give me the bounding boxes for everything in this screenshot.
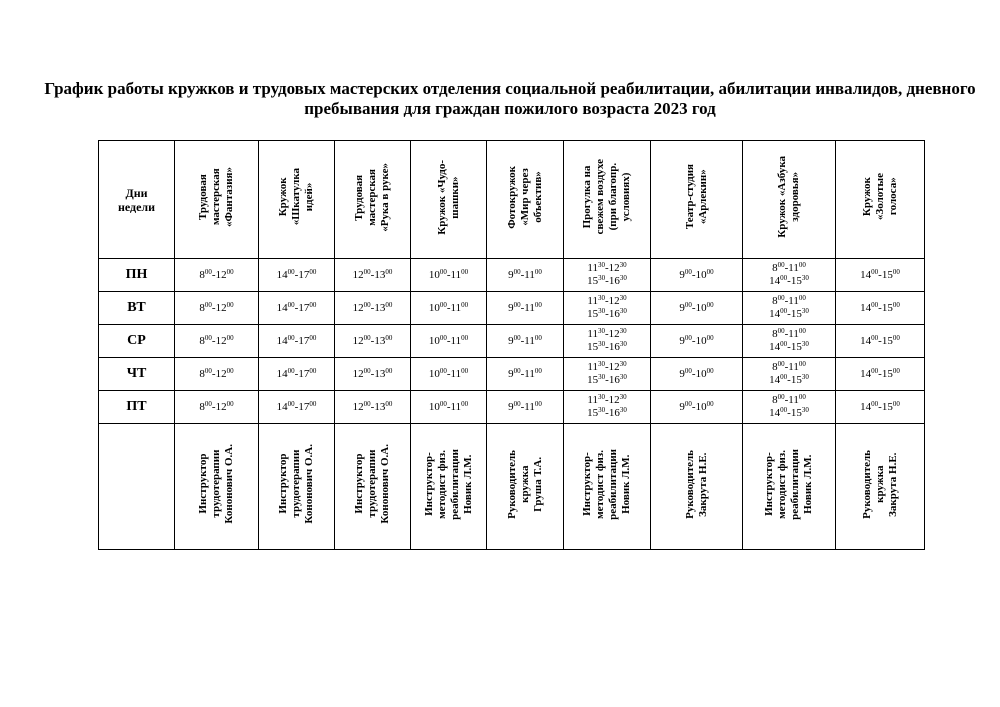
- leader-cell: [411, 424, 487, 550]
- schedule-time-cell: $12^{00}-13^{00}$: [335, 391, 411, 424]
- schedule-time-cell: $8^{00}-11^{00}$ $14^{00}-15^{30}$: [743, 292, 836, 325]
- schedule-time-cell: $11^{30}-12^{30}$ $15^{30}-16^{30}$: [564, 358, 651, 391]
- column-header-cell: [335, 141, 411, 259]
- schedule-time-cell: $14^{00}-15^{00}$: [836, 325, 925, 358]
- day-label: ВТ: [99, 292, 175, 325]
- schedule-time-cell: $9^{00}-11^{00}$: [487, 292, 564, 325]
- header-row: [99, 141, 925, 259]
- column-header-cell: [564, 141, 651, 259]
- leader-label: Инструктор- методист физ. реабилитации Новик Л.М.: [763, 448, 814, 520]
- day-label: СР: [99, 325, 175, 358]
- schedule-time-cell: $14^{00}-15^{00}$: [836, 391, 925, 424]
- leader-cell: [259, 424, 335, 550]
- leader-label: Руководитель кружка Груша Т.А.: [505, 449, 544, 519]
- schedule-time-cell: $14^{00}-17^{00}$: [259, 391, 335, 424]
- schedule-time-cell: $9^{00}-11^{00}$: [487, 391, 564, 424]
- schedule-time-cell: $14^{00}-17^{00}$: [259, 358, 335, 391]
- schedule-time-cell: $12^{00}-13^{00}$: [335, 358, 411, 391]
- schedule-time-cell: $8^{00}-11^{00}$ $14^{00}-15^{30}$: [743, 391, 836, 424]
- schedule-time-cell: $9^{00}-11^{00}$: [487, 325, 564, 358]
- schedule-time-cell: $14^{00}-15^{00}$: [836, 292, 925, 325]
- leader-cell: [564, 424, 651, 550]
- leaders-empty-cell: [99, 424, 175, 550]
- column-header-cell: [836, 141, 925, 259]
- column-header-label: Прогулка на свежем воздухе (при благопр. условиях): [581, 159, 632, 235]
- page-title: График работы кружков и трудовых мастерских отделения социальной реабилитации, абилитации инвалидов, дневного пребывания для граждан пожилого возраста 2023 год: [44, 79, 976, 118]
- column-header-cell: [651, 141, 743, 259]
- leader-cell: [743, 424, 836, 550]
- schedule-time-cell: $12^{00}-13^{00}$: [335, 259, 411, 292]
- schedule-time-cell: $9^{00}-10^{00}$: [651, 391, 743, 424]
- column-header-label: Кружок «Шкатулка идей»: [277, 168, 315, 226]
- schedule-time-cell: $8^{00}-12^{00}$: [175, 391, 259, 424]
- leader-label: Руководитель кружка Закрута Н.Е.: [860, 449, 899, 519]
- schedule-table: [98, 140, 925, 550]
- day-label: ЧТ: [99, 358, 175, 391]
- schedule-time-cell: $14^{00}-17^{00}$: [259, 325, 335, 358]
- day-row: [99, 292, 925, 325]
- day-row: [99, 358, 925, 391]
- leaders-row: [99, 424, 925, 550]
- day-row: [99, 325, 925, 358]
- column-header-label: Кружок «Азбука здоровья»: [776, 156, 801, 238]
- schedule-time-cell: $11^{30}-12^{30}$ $15^{30}-16^{30}$: [564, 325, 651, 358]
- leader-label: Инструктор- методист физ. реабилитации Новик Л.М.: [422, 448, 474, 520]
- day-row: [99, 259, 925, 292]
- schedule-time-cell: $8^{00}-12^{00}$: [175, 259, 259, 292]
- schedule-time-cell: $10^{00}-11^{00}$: [411, 292, 487, 325]
- schedule-time-cell: $14^{00}-15^{00}$: [836, 259, 925, 292]
- column-header-cell: [743, 141, 836, 259]
- schedule-time-cell: $8^{00}-11^{00}$ $14^{00}-15^{30}$: [743, 358, 836, 391]
- schedule-time-cell: $12^{00}-13^{00}$: [335, 325, 411, 358]
- schedule-time-cell: $11^{30}-12^{30}$ $15^{30}-16^{30}$: [564, 259, 651, 292]
- column-header-cell: [259, 141, 335, 259]
- column-header-cell: [487, 141, 564, 259]
- days-header-cell: [99, 141, 175, 259]
- schedule-time-cell: $8^{00}-12^{00}$: [175, 292, 259, 325]
- schedule-time-cell: $12^{00}-13^{00}$: [335, 292, 411, 325]
- leader-label: Руководитель Закрута Н.Е.: [683, 449, 709, 519]
- schedule-time-cell: $9^{00}-10^{00}$: [651, 292, 743, 325]
- leader-label: Инструктор трудотерапии Кононович О.А.: [277, 444, 315, 524]
- column-header-cell: [175, 141, 259, 259]
- day-label: ПН: [99, 259, 175, 292]
- schedule-time-cell: $8^{00}-11^{00}$ $14^{00}-15^{30}$: [743, 325, 836, 358]
- leader-label: Инструктор трудотерапии Кононович О.А.: [197, 444, 235, 524]
- schedule-time-cell: $14^{00}-17^{00}$: [259, 259, 335, 292]
- day-label: ПТ: [99, 391, 175, 424]
- column-header-label: Трудовая мастерская «Рука в руке»: [353, 162, 391, 232]
- leader-cell: [335, 424, 411, 550]
- schedule-time-cell: $9^{00}-10^{00}$: [651, 259, 743, 292]
- schedule-time-cell: $9^{00}-10^{00}$: [651, 358, 743, 391]
- day-rows: [99, 259, 925, 424]
- schedule-time-cell: $8^{00}-12^{00}$: [175, 358, 259, 391]
- schedule-time-cell: $9^{00}-10^{00}$: [651, 325, 743, 358]
- schedule-time-cell: $10^{00}-11^{00}$: [411, 259, 487, 292]
- schedule-time-cell: $9^{00}-11^{00}$: [487, 259, 564, 292]
- schedule-time-cell: $10^{00}-11^{00}$: [411, 325, 487, 358]
- column-header-label: Фотокружок «Мир через объектив»: [505, 165, 544, 229]
- column-header-label: Кружок «Чудо- шашки»: [435, 159, 461, 235]
- leader-label: Инструктор- методист физ. реабилитации Новик Л.М.: [581, 448, 632, 520]
- schedule-time-cell: $8^{00}-11^{00}$ $14^{00}-15^{30}$: [743, 259, 836, 292]
- schedule-time-cell: $8^{00}-12^{00}$: [175, 325, 259, 358]
- schedule-time-cell: $14^{00}-15^{00}$: [836, 358, 925, 391]
- schedule-time-cell: $10^{00}-11^{00}$: [411, 358, 487, 391]
- column-header-label: Театр-студия «Арлекин»: [683, 164, 709, 230]
- schedule-time-cell: $14^{00}-17^{00}$: [259, 292, 335, 325]
- days-header-label: Дни недели: [117, 185, 156, 214]
- column-header-cell: [411, 141, 487, 259]
- schedule-time-cell: $11^{30}-12^{30}$ $15^{30}-16^{30}$: [564, 292, 651, 325]
- column-header-label: Кружок «Золотые голоса»: [860, 173, 899, 221]
- leader-cell: [175, 424, 259, 550]
- column-header-label: Трудовая мастерская «Фантазия»: [197, 166, 235, 228]
- schedule-time-cell: $9^{00}-11^{00}$: [487, 358, 564, 391]
- day-row: [99, 391, 925, 424]
- leader-label: Инструктор трудотерапии Кононович О.А.: [353, 444, 391, 524]
- leader-cell: [487, 424, 564, 550]
- schedule-time-cell: $11^{30}-12^{30}$ $15^{30}-16^{30}$: [564, 391, 651, 424]
- leader-cell: [836, 424, 925, 550]
- leader-cell: [651, 424, 743, 550]
- schedule-time-cell: $10^{00}-11^{00}$: [411, 391, 487, 424]
